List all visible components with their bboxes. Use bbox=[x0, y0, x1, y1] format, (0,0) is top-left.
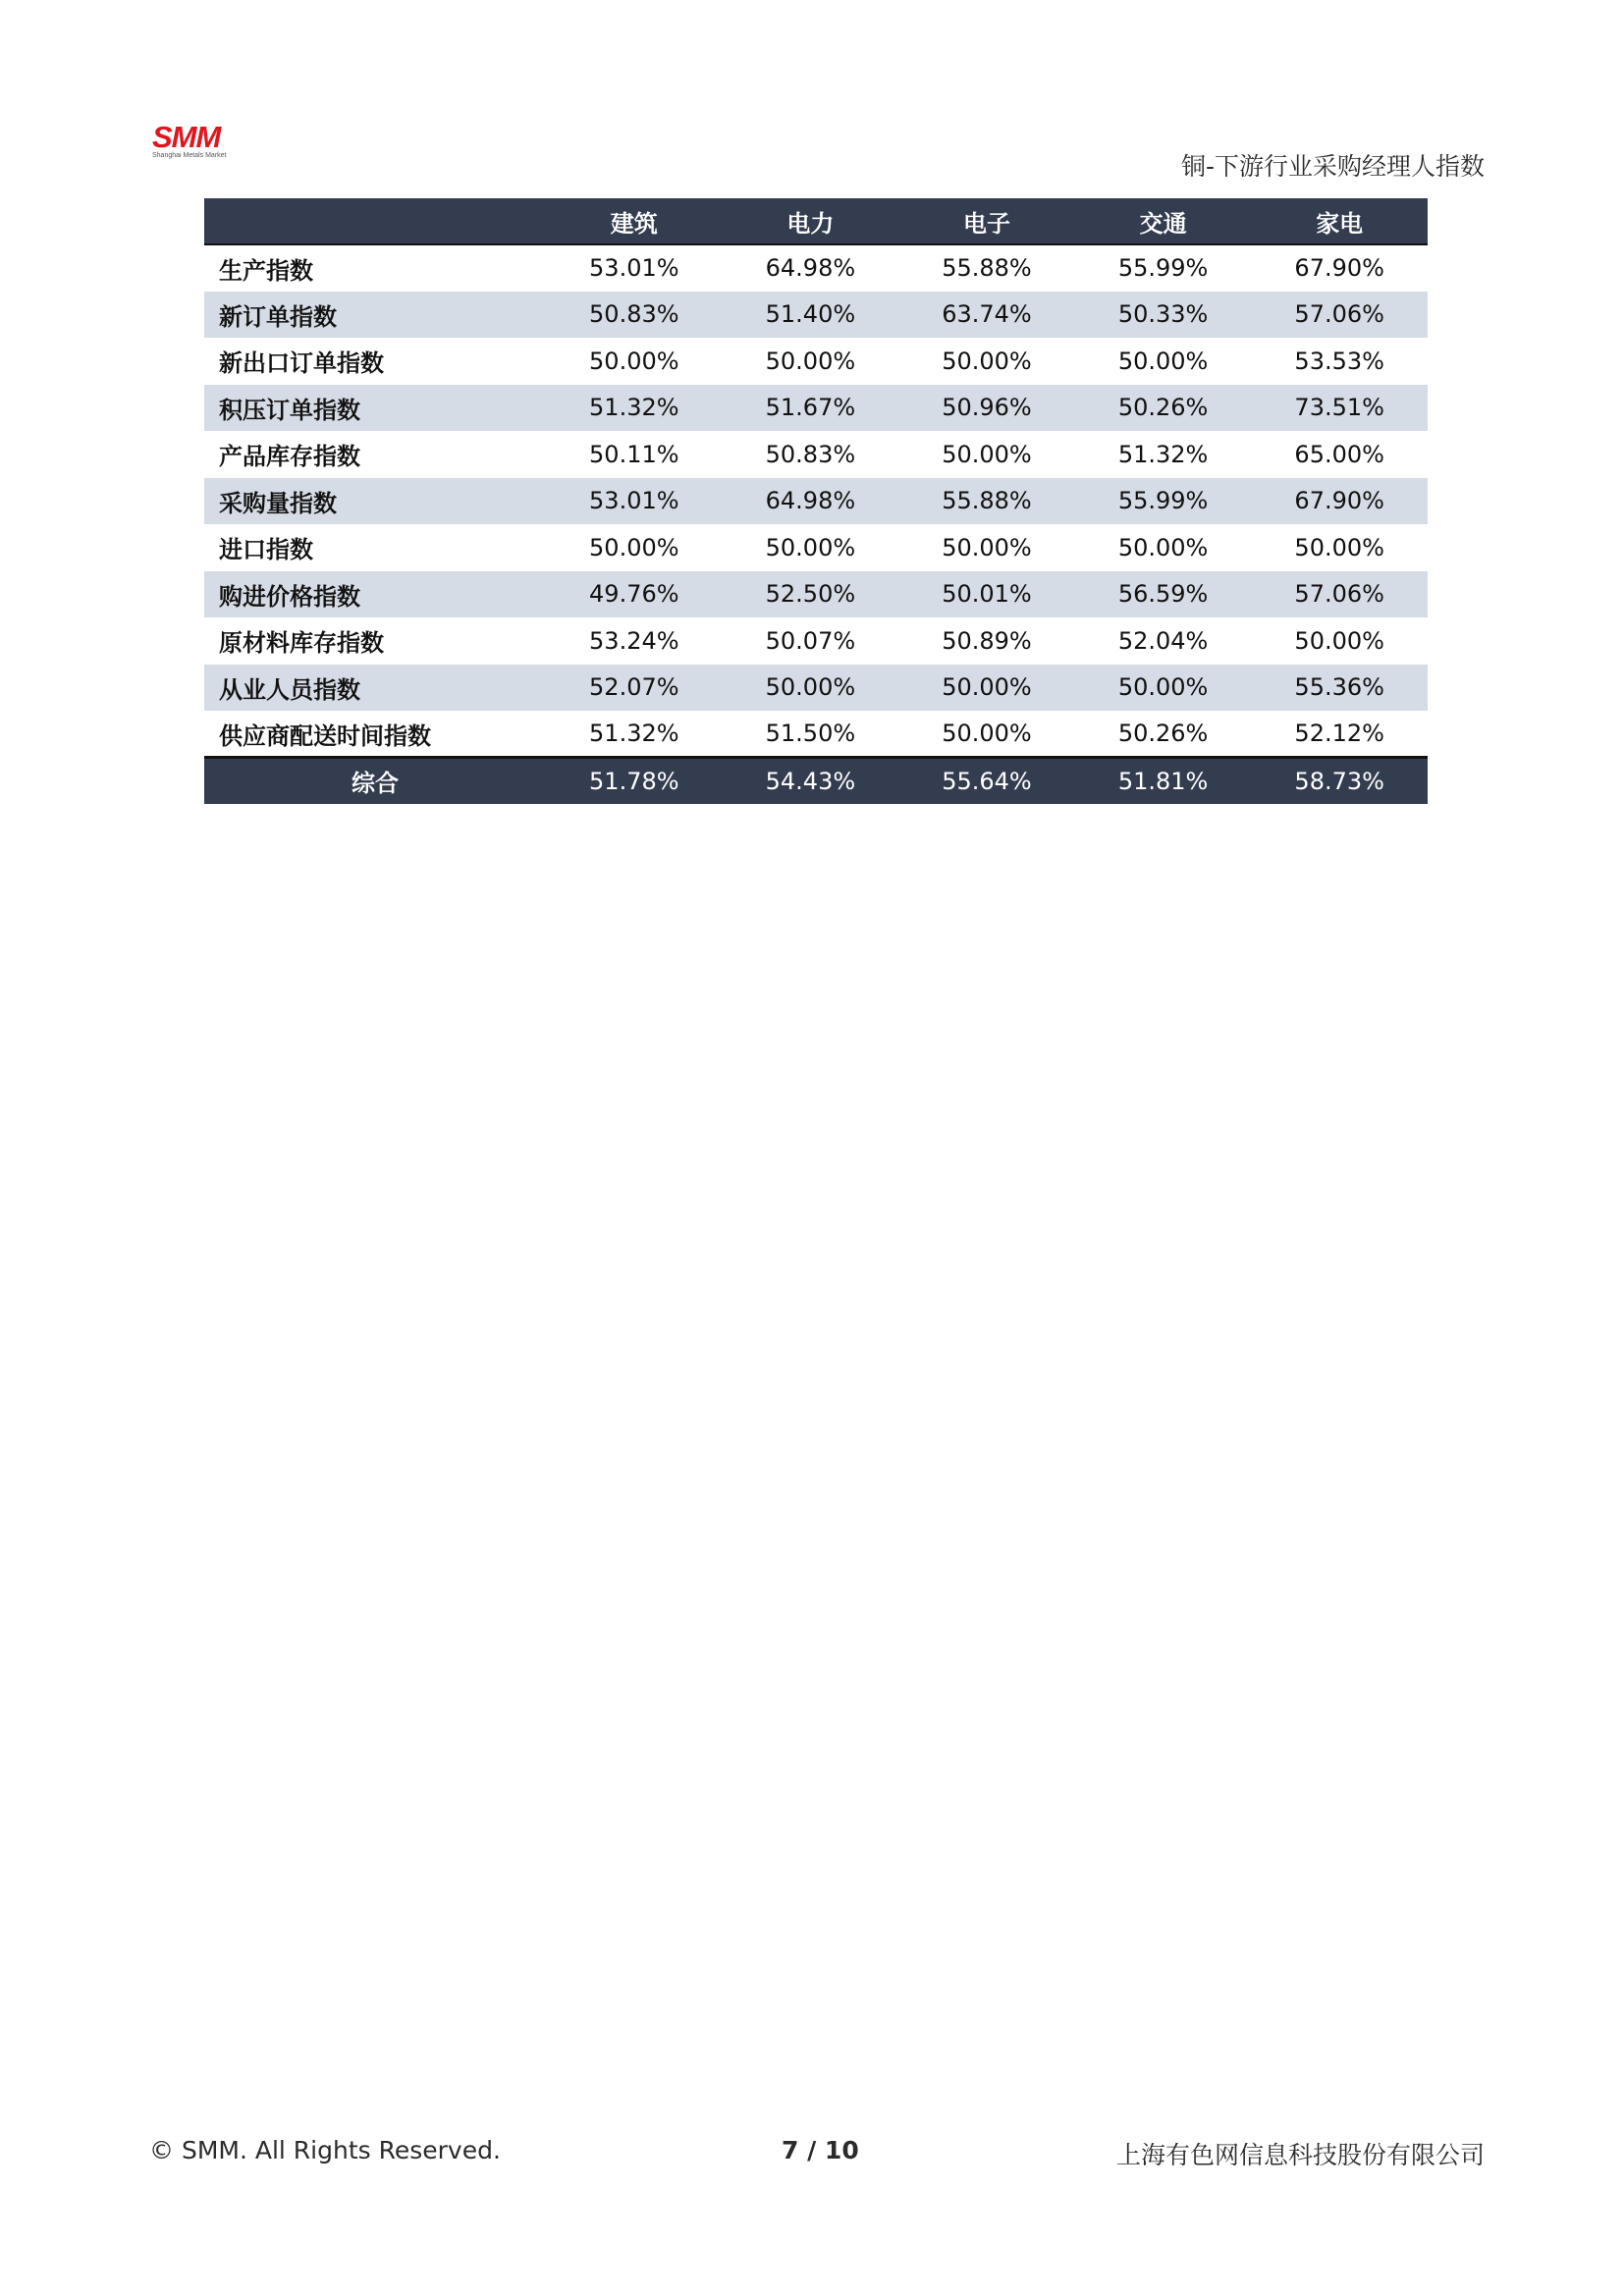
table-cell: 50.33% bbox=[1117, 300, 1209, 329]
table-header-row bbox=[204, 198, 1428, 244]
table-cell: 50.00% bbox=[1294, 626, 1384, 655]
column-header: 电力 bbox=[723, 198, 899, 244]
table-cell: 52.50% bbox=[765, 580, 856, 609]
table-cell: 52.12% bbox=[1294, 720, 1384, 747]
table-cell: 50.83% bbox=[589, 300, 679, 329]
table-cell: 51.67% bbox=[765, 394, 856, 422]
table-cell: 56.59% bbox=[1117, 580, 1209, 609]
table-cell: 67.90% bbox=[1294, 487, 1384, 515]
table-cell: 55.36% bbox=[1294, 673, 1384, 702]
table-cell: 50.00% bbox=[942, 347, 1032, 375]
table-row bbox=[204, 338, 1428, 385]
table-cell: 50.01% bbox=[942, 580, 1032, 609]
table-row bbox=[204, 478, 1428, 525]
table-cell: 49.76% bbox=[589, 580, 679, 609]
table-cell: 50.07% bbox=[765, 626, 856, 655]
table-cell: 55.88% bbox=[942, 254, 1032, 283]
summary-cell: 54.43% bbox=[723, 758, 899, 804]
table-cell: 55.99% bbox=[1117, 487, 1209, 515]
table-cell: 50.00% bbox=[942, 533, 1032, 561]
table-cell: 50.00% bbox=[1294, 533, 1384, 561]
row-label: 产品库存指数 bbox=[219, 443, 360, 471]
row-label: 新出口订单指数 bbox=[219, 349, 384, 378]
row-label: 积压订单指数 bbox=[219, 396, 360, 424]
table-cell: 50.11% bbox=[589, 440, 679, 468]
column-header: 建筑 bbox=[546, 198, 723, 244]
row-label: 新订单指数 bbox=[219, 302, 337, 331]
table-cell: 50.00% bbox=[1117, 673, 1209, 702]
row-label: 购进价格指数 bbox=[219, 582, 360, 611]
row-label: 采购量指数 bbox=[219, 489, 337, 517]
table-cell: 50.96% bbox=[942, 394, 1032, 422]
table-cell: 50.83% bbox=[765, 440, 856, 468]
logo-text: SMM bbox=[152, 120, 221, 154]
table-cell: 50.26% bbox=[1117, 720, 1209, 747]
logo-subtext: Shanghai Metals Market bbox=[152, 152, 227, 159]
table-row bbox=[204, 571, 1428, 618]
table-cell: 51.32% bbox=[589, 720, 679, 747]
table-cell: 51.32% bbox=[1117, 440, 1209, 468]
row-label: 供应商配送时间指数 bbox=[219, 721, 431, 750]
table-row bbox=[204, 292, 1428, 339]
table-cell: 64.98% bbox=[765, 254, 856, 283]
table-cell: 67.90% bbox=[1294, 254, 1384, 283]
table-cell: 55.88% bbox=[942, 487, 1032, 515]
table-cell: 52.07% bbox=[589, 673, 679, 702]
row-label: 生产指数 bbox=[219, 256, 313, 285]
table-cell: 50.00% bbox=[1117, 533, 1209, 561]
table-cell: 53.53% bbox=[1294, 347, 1384, 375]
row-label: 进口指数 bbox=[219, 536, 313, 564]
table-row bbox=[204, 431, 1428, 478]
table-cell: 51.50% bbox=[765, 720, 856, 747]
table-cell: 50.00% bbox=[765, 673, 856, 702]
table-cell: 57.06% bbox=[1294, 300, 1384, 329]
table-cell: 50.00% bbox=[942, 673, 1032, 702]
column-header: 交通 bbox=[1075, 198, 1252, 244]
column-header: 家电 bbox=[1251, 198, 1428, 244]
smm-logo bbox=[152, 120, 241, 163]
column-header bbox=[204, 198, 546, 244]
summary-cell: 58.73% bbox=[1251, 758, 1428, 804]
company-name: 上海有色网信息科技股份有限公司 bbox=[1115, 2141, 1485, 2169]
table-cell: 63.74% bbox=[942, 300, 1032, 329]
summary-cell: 51.81% bbox=[1075, 758, 1252, 804]
table-row bbox=[204, 385, 1428, 432]
table-row bbox=[204, 665, 1428, 712]
table-cell: 53.24% bbox=[589, 626, 679, 655]
table-cell: 50.00% bbox=[942, 440, 1032, 468]
table-cell: 50.26% bbox=[1117, 394, 1209, 422]
table-cell: 51.32% bbox=[589, 394, 679, 422]
table-cell: 53.01% bbox=[589, 487, 679, 515]
table-cell: 55.99% bbox=[1117, 254, 1209, 283]
pmi-table bbox=[204, 198, 1428, 804]
summary-cell: 51.78% bbox=[546, 758, 723, 804]
table-cell: 50.00% bbox=[765, 347, 856, 375]
table-cell: 57.06% bbox=[1294, 580, 1384, 609]
table-row bbox=[204, 617, 1428, 665]
summary-cell: 55.64% bbox=[898, 758, 1075, 804]
row-label: 从业人员指数 bbox=[219, 675, 360, 704]
table-cell: 52.04% bbox=[1117, 626, 1209, 655]
summary-row bbox=[204, 758, 1428, 804]
page-number: 7 / 10 bbox=[782, 2136, 859, 2164]
table-cell: 64.98% bbox=[765, 487, 856, 515]
table-cell: 53.01% bbox=[589, 254, 679, 283]
summary-label: 综合 bbox=[204, 758, 546, 804]
report-title: 铜-下游行业采购经理人指数 bbox=[1180, 152, 1485, 181]
table-cell: 51.40% bbox=[765, 300, 856, 329]
table-cell: 50.00% bbox=[1117, 347, 1209, 375]
table-row bbox=[204, 244, 1428, 292]
copyright: © SMM. All Rights Reserved. bbox=[149, 2136, 501, 2164]
column-header: 电子 bbox=[898, 198, 1075, 244]
table-cell: 50.00% bbox=[589, 347, 679, 375]
table-cell: 73.51% bbox=[1294, 394, 1384, 422]
table-cell: 65.00% bbox=[1294, 440, 1384, 468]
table-cell: 50.00% bbox=[942, 720, 1032, 747]
row-label: 原材料库存指数 bbox=[219, 629, 384, 658]
table-cell: 50.00% bbox=[765, 533, 856, 561]
table-cell: 50.00% bbox=[589, 533, 679, 561]
table-row bbox=[204, 711, 1428, 758]
table-cell: 50.89% bbox=[942, 626, 1032, 655]
table-row bbox=[204, 524, 1428, 571]
